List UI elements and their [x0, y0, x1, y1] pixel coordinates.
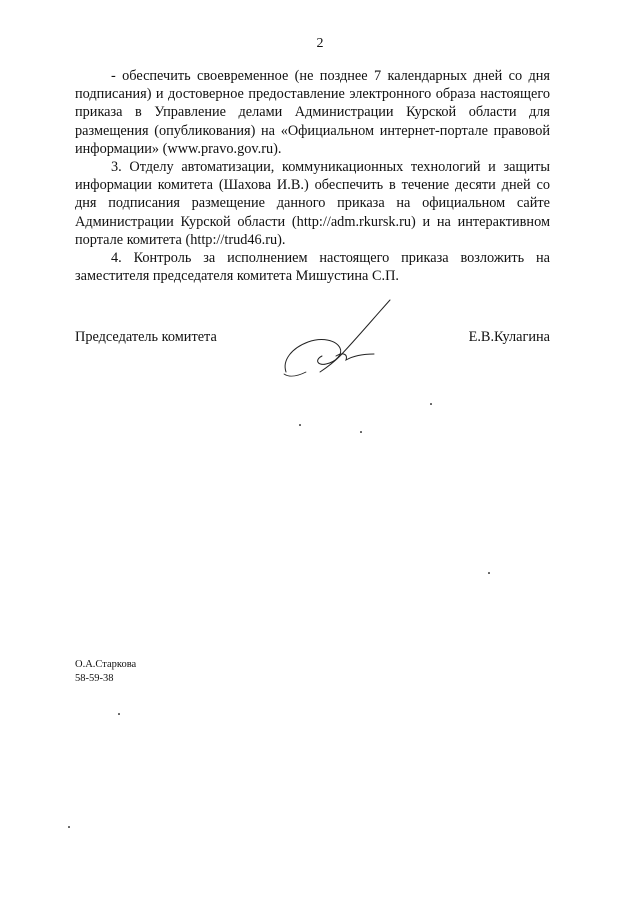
document-body: [75, 67, 550, 285]
executor-phone: 58-59-38: [75, 673, 114, 684]
page-number: 2: [316, 36, 324, 51]
executor-info: [75, 658, 136, 686]
paragraph-item-3: 3. Отделу автоматизации, коммуникационных технологий и защиты информации комитета (Шахова И.В.) обеспечить в течение десяти дней со дня подписания размещение данного приказа на официальном сайте Администрации Курской области (http://adm.rkursk.ru) и на интерактивном портале комитета (http://trud46.ru).: [75, 159, 550, 248]
scan-speck: [360, 431, 362, 433]
handwritten-signature: [278, 294, 398, 384]
paragraph-publication: - обеспечить своевременное (не позднее 7 календарных дней со дня подписания) и достоверное предоставление электронного образа настоящего приказа в Управление делами Администрации Курской области для размещения (опубликования) на «Официальном интернет-портале правовой информации» (www.pravo.gov.ru).: [75, 68, 550, 157]
scan-speck: [118, 713, 120, 715]
scan-speck: [68, 826, 70, 828]
scan-speck: [430, 403, 432, 405]
scan-speck: [488, 572, 490, 574]
signer-name: Е.В.Кулагина: [468, 329, 550, 345]
signer-title: Председатель комитета: [75, 329, 217, 345]
executor-name: О.А.Старкова: [75, 659, 137, 670]
scan-speck: [299, 424, 301, 426]
paragraph-item-4: 4. Контроль за исполнением настоящего приказа возложить на заместителя председателя комитета Мишустина С.П.: [75, 250, 550, 285]
